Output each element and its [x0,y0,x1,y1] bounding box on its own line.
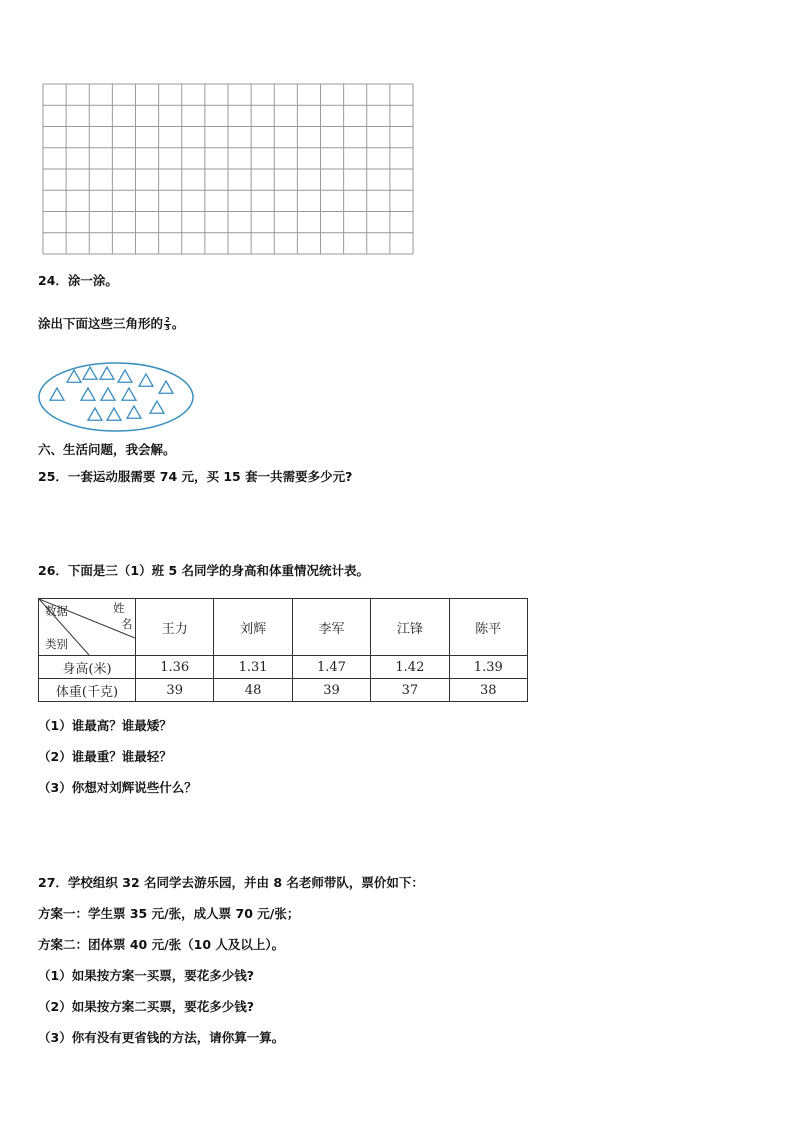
triangle-shape [83,367,97,379]
question-26-sub-1: （1）谁最高？谁最矮？ [38,718,172,733]
table-row-height [39,656,528,679]
question-24-title: 24．涂一涂。 [38,273,118,288]
question-27-sub-3: （3）你有没有更省钱的方法，请你算一算。 [38,1030,285,1045]
name-header: 江锋 [371,599,449,656]
triangle-shape [100,367,114,379]
table-cell: 1.36 [136,656,214,679]
table-cell: 1.47 [292,656,370,679]
corner-label-category: 类别 [45,637,68,651]
triangle-shape [101,388,115,400]
plan-one: 方案一：学生票 35 元/张，成人票 70 元/张； [38,906,300,921]
corner-label-ming: 名 [121,617,133,631]
height-weight-table [38,598,528,702]
table-cell: 37 [371,679,449,702]
section-6-title: 六、生活问题，我会解。 [38,442,176,457]
question-27-sub-1: （1）如果按方案一买票，要花多少钱? [38,968,254,983]
triangle-shape [81,388,95,400]
triangles-ellipse-figure [36,360,198,436]
question-26-sub-3: （3）你想对刘辉说些什么？ [38,780,197,795]
triangle-shape [139,374,153,386]
question-26-sub-2: （2）谁最重？谁最轻？ [38,749,172,764]
corner-label-data: 数据 [45,604,68,618]
table-corner-cell [39,599,136,656]
fraction-denominator: 3 [165,324,170,332]
name-header: 李军 [292,599,370,656]
triangle-shape [122,388,136,400]
table-header-row [39,599,528,656]
name-header: 刘辉 [214,599,292,656]
triangle-shape [67,370,81,382]
triangle-shape [50,388,64,400]
question-25: 25．一套运动服需要 74 元，买 15 套一共需要多少元? [38,469,353,484]
triangle-shape [150,401,164,413]
triangle-shape [118,370,132,382]
table-cell: 1.39 [449,656,527,679]
question-26: 26．下面是三（1）班 5 名同学的身高和体重情况统计表。 [38,563,369,578]
instruction-prefix: 涂出下面这些三角形的 [38,316,164,331]
table-row-weight [39,679,528,702]
question-24-instruction [38,316,184,332]
fraction-two-thirds [164,317,171,332]
corner-label-xing: 姓 [113,601,125,615]
name-header: 陈平 [449,599,527,656]
question-27-sub-2: （2）如果按方案二买票，要花多少钱? [38,999,254,1014]
row-label: 身高(米) [39,656,136,679]
name-header: 王力 [136,599,214,656]
instruction-suffix: 。 [171,316,185,331]
table-cell: 39 [292,679,370,702]
table-cell: 38 [449,679,527,702]
table-cell: 1.42 [371,656,449,679]
row-label: 体重(千克) [39,679,136,702]
triangle-shape [88,408,102,420]
fraction-numerator: 2 [165,316,170,324]
plan-two: 方案二：团体票 40 元/张（10 人及以上）。 [38,937,285,952]
grid-paper [42,83,414,255]
triangle-shape [159,381,173,393]
triangle-shape [127,406,141,418]
triangle-shape [107,408,121,420]
table-cell: 39 [136,679,214,702]
table-cell: 48 [214,679,292,702]
question-27: 27．学校组织 32 名同学去游乐园，并由 8 名老师带队，票价如下： [38,875,424,890]
table-cell: 1.31 [214,656,292,679]
